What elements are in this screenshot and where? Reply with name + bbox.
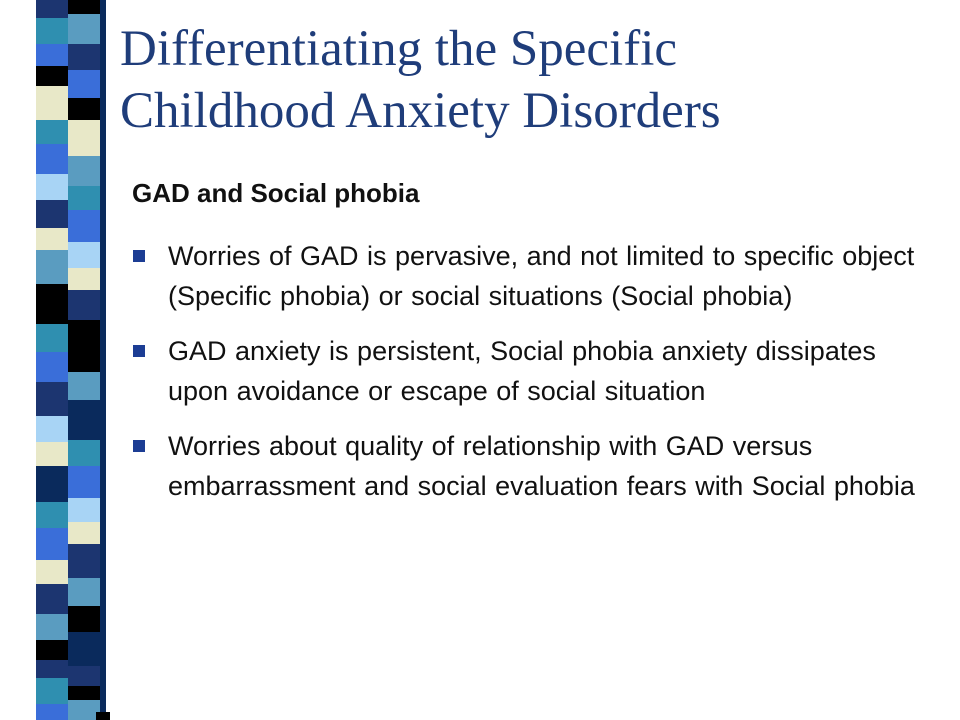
- bullet-text: GAD anxiety is persistent, Social phobia anxiety dissipates upon avoidance or escape of social situation: [168, 336, 876, 406]
- stripe-block: [36, 678, 68, 704]
- stripe-block: [36, 640, 68, 660]
- stripe-block: [68, 686, 100, 700]
- stripe-block: [68, 522, 100, 544]
- bullet-item: [132, 236, 922, 316]
- stripe-block: [68, 466, 100, 498]
- stripe-block: [36, 66, 68, 86]
- stripe-block: [68, 544, 100, 578]
- stripe-block: [68, 632, 100, 666]
- stripe-block: [68, 210, 100, 242]
- stripe-block: [36, 200, 68, 228]
- stripe-block: [68, 14, 100, 44]
- stripe-block: [68, 98, 100, 120]
- stripe-block: [68, 320, 100, 372]
- stripe-block: [68, 120, 100, 156]
- bullet-text: Worries of GAD is pervasive, and not limited to specific object (Specific phobia) or social situations (Social phobia): [168, 241, 915, 311]
- stripe-block: [36, 44, 68, 66]
- stripe-block: [68, 290, 100, 320]
- stripe-block: [68, 186, 100, 210]
- bullet-item: [132, 331, 922, 411]
- title-line-2: Childhood Anxiety Disorders: [120, 83, 721, 139]
- stripe-block: [36, 502, 68, 528]
- stripe-block: [68, 44, 100, 70]
- stripe-block: [36, 560, 68, 584]
- stripe-block: [36, 442, 68, 466]
- stripe-block: [36, 144, 68, 174]
- stripe-block: [36, 86, 68, 120]
- stripe-block: [68, 666, 100, 686]
- square-bullet-icon: [133, 250, 145, 262]
- section-heading: GAD and Social phobia: [132, 178, 420, 208]
- stripe-block: [36, 584, 68, 614]
- stripe-block: [68, 606, 100, 632]
- stripe-graphic: [0, 0, 110, 720]
- stripe-block: [36, 0, 68, 18]
- stripe-block: [36, 284, 68, 324]
- stripe-block: [36, 324, 68, 352]
- stripe-block: [36, 704, 68, 720]
- slide-title: [120, 18, 940, 142]
- stripe-block: [68, 0, 100, 14]
- stripe-block: [36, 466, 68, 502]
- stripe-block: [68, 578, 100, 606]
- stripe-block: [68, 400, 100, 440]
- stripe-block: [68, 242, 100, 268]
- stripe-block: [36, 528, 68, 560]
- stripe-block: [36, 416, 68, 442]
- stripe-block: [68, 156, 100, 186]
- stripe-block: [68, 372, 100, 400]
- stripe-block: [68, 268, 100, 290]
- title-line-1: Differentiating the Specific: [120, 21, 678, 77]
- stripe-block: [68, 700, 100, 720]
- stripe-block: [36, 382, 68, 416]
- bullet-list: [132, 236, 922, 521]
- stripe-block: [68, 498, 100, 522]
- bullet-text: Worries about quality of relationship with GAD versus embarrassment and social evaluation fears with Social phobia: [168, 431, 915, 501]
- decorative-stripe: [0, 0, 110, 720]
- bullet-item: [132, 426, 922, 506]
- stripe-block: [36, 120, 68, 144]
- square-bullet-icon: [133, 440, 145, 452]
- stripe-block: [36, 174, 68, 200]
- stripe-block: [68, 70, 100, 98]
- square-bullet-icon: [133, 345, 145, 357]
- stripe-block: [36, 660, 68, 678]
- stripe-block: [36, 614, 68, 640]
- stripe-block: [36, 18, 68, 44]
- stripe-block: [36, 228, 68, 250]
- stripe-block: [68, 440, 100, 466]
- stripe-block: [36, 352, 68, 382]
- stripe-block: [36, 250, 68, 284]
